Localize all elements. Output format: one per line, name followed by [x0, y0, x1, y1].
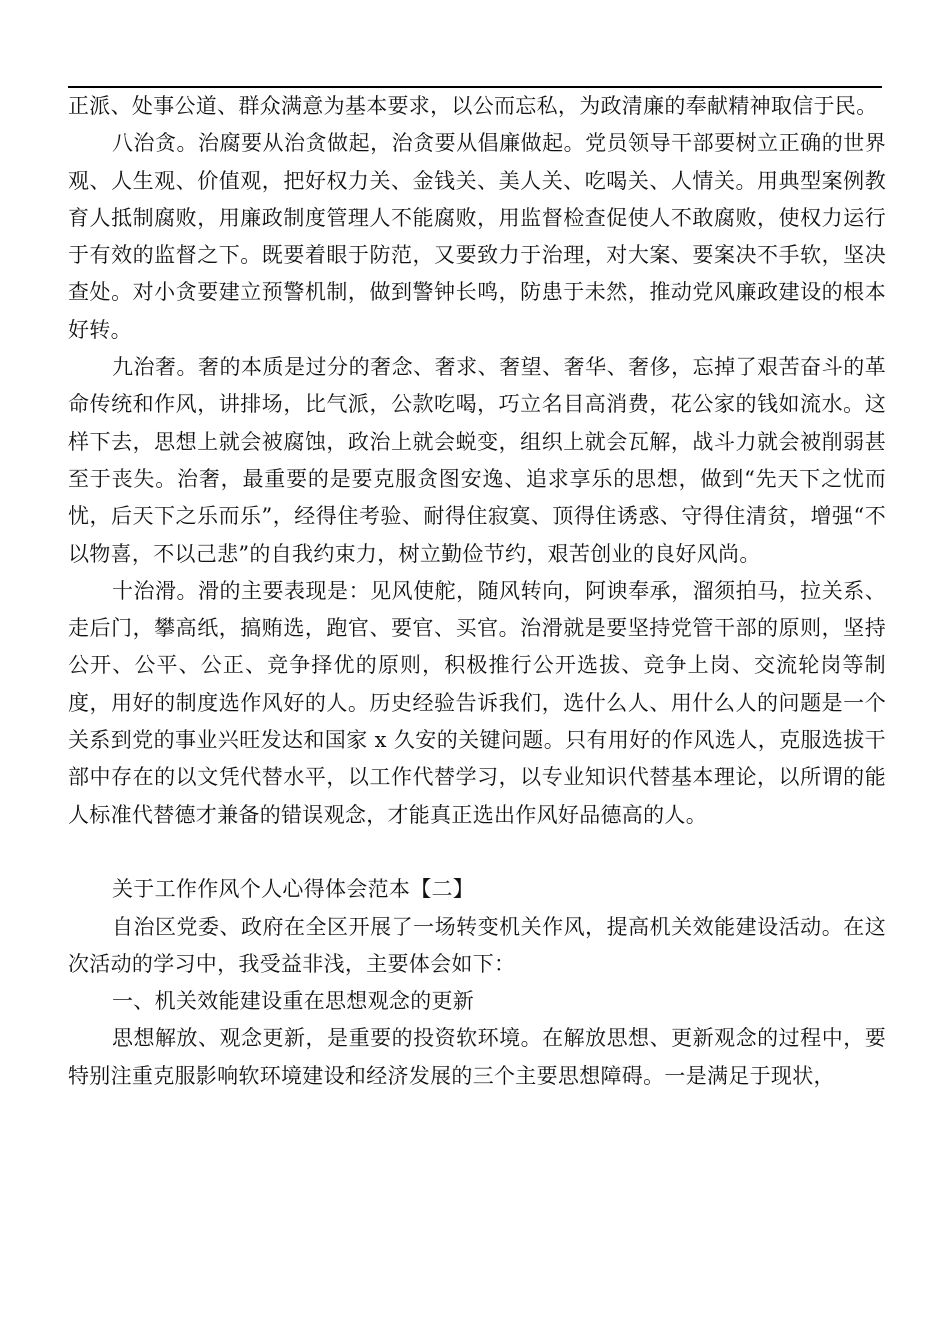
paragraph-intro: 自治区党委、政府在全区开展了一场转变机关作风，提高机关效能建设活动。在这次活动的学习中，我受益非浅，主要体会如下： [68, 914, 886, 976]
paragraph-ten-anti-slickness: 十治滑。滑的主要表现是：见风使舵，随风转向，阿谀奉承，溜须拍马，拉关系、走后门，攀高纸，搞贿选，跑官、要官、买官。治滑就是要坚持党管干部的原则，坚持公开、公平、公正、竞争择优的原则，积极推行公开选拔、竞争上岗、交流轮岗等制度，用好的制度选作风好的人。历史经验告诉我们，选什么人、用什么人的问题是一个关系到党的事业兴旺发达和国家 x 久安的关键问题。只有用好的作风选人，克服选拔干部中存在的以文凭代替水平，以工作代替学习，以专业知识代替基本理论，以所谓的能人标准代替德才兼备的错误观念，才能真正选出作风好品德高的人。 [68, 578, 886, 827]
paragraph-nine-anti-extravagance: 九治奢。奢的本质是过分的奢念、奢求、奢望、奢华、奢侈，忘掉了艰苦奋斗的革命传统和作风，讲排场，比气派，公款吃喝，巧立名目高消费，花公家的钱如流水。这样下去，思想上就会被腐蚀，政治上就会蜕变，组织上就会瓦解，战斗力就会被削弱甚至于丧失。治奢，最重要的是要克服贪图安逸、追求享乐的思想，做到“先天下之忧而忧，后天下之乐而乐”，经得住考验、耐得住寂寞、顶得住诱惑、守得住清贫，增强“不以物喜，不以己悲”的自我约束力，树立勤俭节约，艰苦创业的良好风尚。 [68, 355, 886, 566]
document-body [68, 88, 886, 1095]
paragraph-continuation: 正派、处事公道、群众满意为基本要求，以公而忘私，为政清廉的奉献精神取信于民。 [68, 94, 878, 118]
section-spacer [68, 834, 886, 871]
section-heading-two: 关于工作作风个人心得体会范本【二】 [112, 877, 475, 902]
subheading-one: 一、机关效能建设重在思想观念的更新 [112, 989, 475, 1014]
paragraph-eight-anti-greed: 八治贪。治腐要从治贪做起，治贪要从倡廉做起。党员领导干部要树立正确的世界观、人生观、价值观，把好权力关、金钱关、美人关、吃喝关、人情关。用典型案例教育人抵制腐败，用廉政制度管理人不能腐败，用监督检查促使人不敢腐败，使权力运行于有效的监督之下。既要着眼于防范，又要致力于治理，对大案、要案决不手软，坚决查处。对小贪要建立预警机制，做到警钟长鸣，防患于未然，推动党风廉政建设的根本好转。 [68, 131, 886, 342]
paragraph-thought-liberation: 思想解放、观念更新，是重要的投资软环境。在解放思想、更新观念的过程中，要特别注重克服影响软环境建设和经济发展的三个主要思想障碍。一是满足于现状， [68, 1026, 886, 1088]
